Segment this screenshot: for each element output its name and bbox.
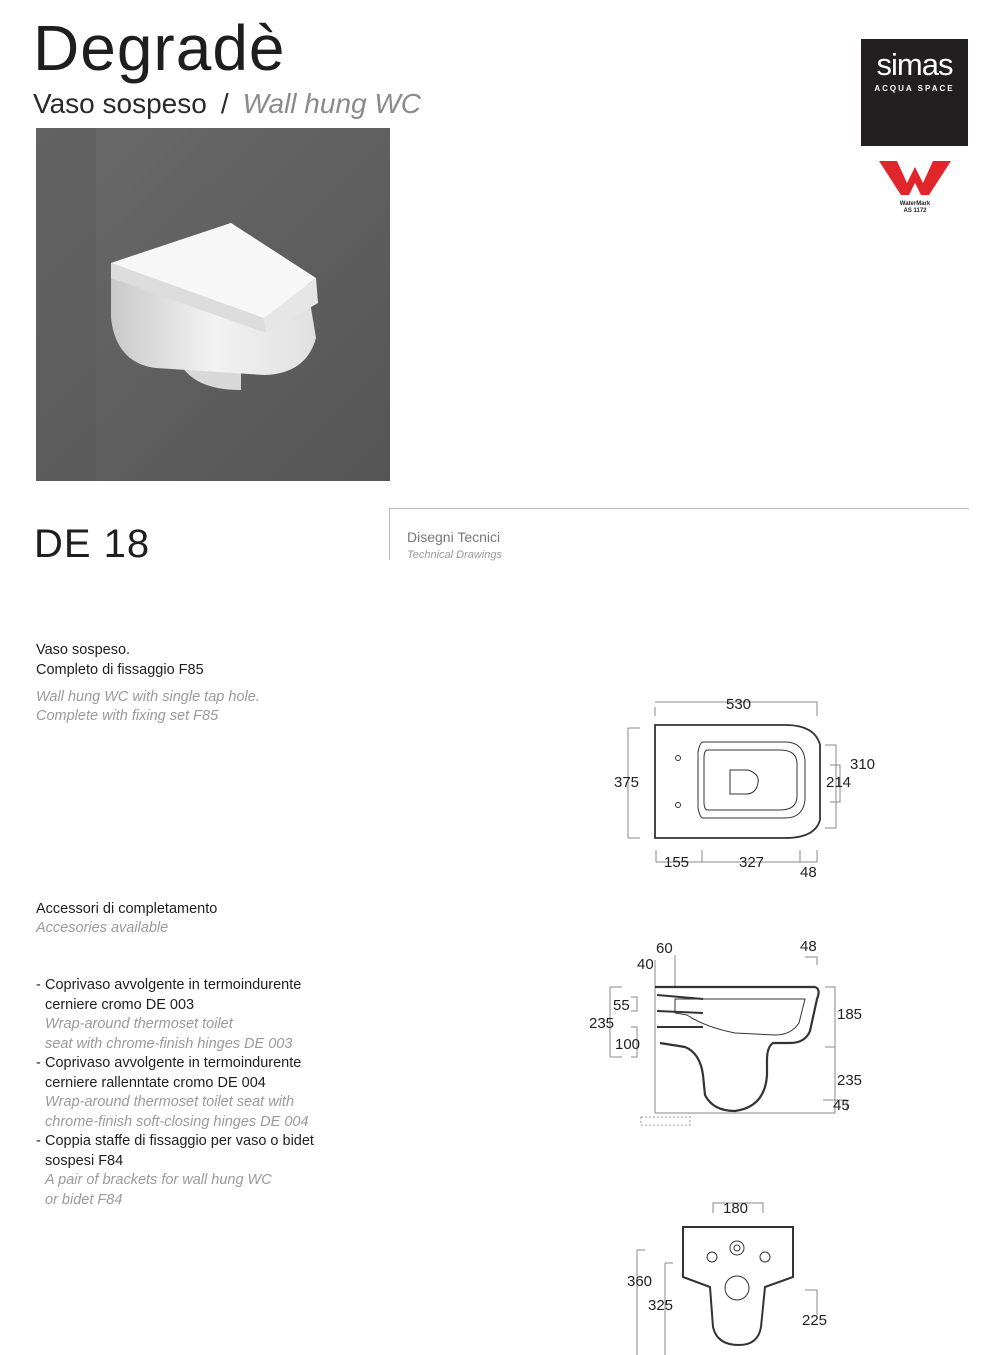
accessory-en-line-2: seat with chrome-finish hinges DE 003	[45, 1035, 293, 1052]
description-it-line-2: Completo di fissaggio F85	[36, 662, 204, 678]
accessory-item	[36, 1054, 416, 1132]
product-code: DE 18	[34, 522, 151, 566]
description-it-line-1: Vaso sospeso.	[36, 642, 131, 658]
accessories-heading-en: Accesories available	[36, 920, 169, 936]
accessory-it-line-1: Coprivaso avvolgente in termoindurente	[45, 1055, 302, 1071]
dim-60: 60	[656, 940, 673, 957]
dim-235-right: 235	[837, 1072, 863, 1089]
accessory-it-line-1: Coprivaso avvolgente in termoindurente	[45, 977, 302, 993]
accessory-en-line-1: A pair of brackets for wall hung WC	[45, 1172, 272, 1188]
dim-seat-outer: 310	[850, 756, 876, 773]
dim-seat-inner: 214	[826, 774, 852, 791]
dim-100: 100	[615, 1036, 641, 1053]
vertical-divider	[389, 508, 390, 560]
product-title: Degradè	[33, 12, 286, 84]
dim-327: 327	[739, 854, 765, 871]
accessory-en-line-1: Wrap-around thermoset toilet	[45, 1016, 233, 1032]
watermark-label	[877, 201, 953, 215]
dim-45: 45	[833, 1097, 850, 1114]
accessory-item	[36, 976, 416, 1054]
section-divider	[390, 508, 969, 509]
dim-325: 325	[648, 1297, 674, 1314]
technical-drawings-label-en: Technical Drawings	[407, 549, 502, 561]
dim-48-side: 48	[800, 938, 817, 955]
list-dash: -	[36, 1055, 41, 1071]
top-view-drawing	[600, 690, 890, 885]
accessory-en-line-1: Wrap-around thermoset toilet seat with	[45, 1094, 295, 1110]
back-view-drawing	[615, 1195, 845, 1355]
dim-155: 155	[664, 854, 690, 871]
dim-185: 185	[837, 1006, 863, 1023]
description-en-line-2: Complete with fixing set F85	[36, 708, 219, 724]
accessory-it-line-2: cerniere rallenntate cromo DE 004	[45, 1074, 266, 1091]
accessory-item	[36, 1132, 416, 1210]
subtitle-separator: /	[220, 88, 229, 119]
watermark-icon	[877, 155, 953, 199]
dim-360: 360	[627, 1273, 653, 1290]
dim-depth: 375	[614, 774, 640, 791]
dim-55: 55	[613, 997, 630, 1014]
list-dash: -	[36, 977, 41, 993]
list-dash: -	[36, 1133, 41, 1149]
accessory-it-line-2: sospesi F84	[45, 1152, 124, 1169]
dim-180: 180	[723, 1200, 749, 1217]
technical-drawings-label: Disegni Tecnici	[407, 529, 501, 545]
accessory-it-line-2: cerniere cromo DE 003	[45, 996, 195, 1013]
dim-225: 225	[802, 1312, 828, 1329]
product-subtitle	[33, 86, 421, 122]
dim-40: 40	[637, 956, 654, 973]
logo-word: simas	[876, 47, 953, 82]
accessory-it-line-1: Coppia staffe di fissaggio per vaso o bidet	[45, 1133, 314, 1149]
watermark-certification	[877, 155, 953, 221]
product-photo	[36, 128, 390, 481]
accessory-en-line-2: or bidet F84	[45, 1191, 123, 1208]
dim-48: 48	[800, 864, 817, 881]
simas-logo	[861, 39, 968, 146]
accessory-en-line-2: chrome-finish soft-closing hinges DE 004	[45, 1113, 309, 1130]
logo-subtitle: ACQUA SPACE	[874, 84, 955, 93]
watermark-name: WaterMark	[899, 201, 931, 207]
dim-235-left: 235	[589, 1015, 615, 1032]
wall-hung-wc-image	[36, 128, 390, 481]
dim-width: 530	[726, 696, 752, 713]
accessories-heading: Accessori di completamento	[36, 901, 218, 917]
watermark-standard: AS 1172	[903, 208, 927, 214]
subtitle-english: Wall hung WC	[242, 88, 422, 119]
description-en-line-1: Wall hung WC with single tap hole.	[36, 689, 260, 705]
subtitle-italian: Vaso sospeso	[33, 88, 207, 119]
accessories-list	[36, 976, 416, 1210]
side-view-drawing	[585, 935, 875, 1130]
